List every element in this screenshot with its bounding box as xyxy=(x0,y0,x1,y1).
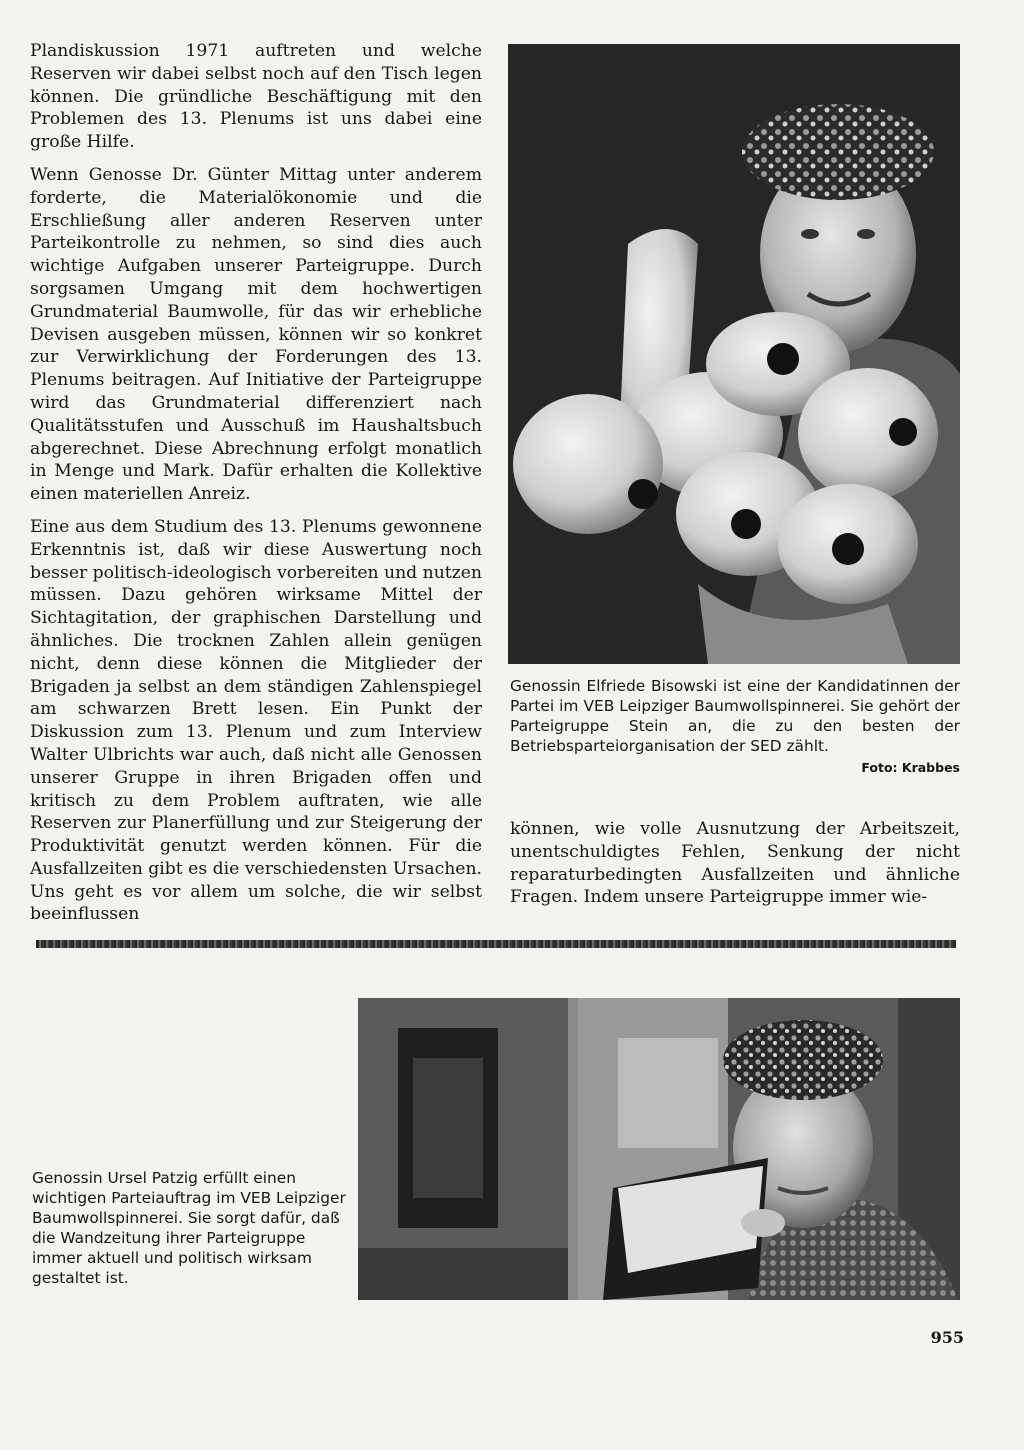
article-paragraph-1: Plandiskussion 1971 auftreten und welche Reserven wir dabei selbst noch auf den Tisch legen können. Die gründliche Beschäftigung mit den Problemen des 13. Plenums ist uns dabei eine große Hilfe. xyxy=(30,41,482,153)
photo-woman-with-yarn-bobbins xyxy=(508,44,960,664)
section-divider xyxy=(36,940,956,948)
photo-caption-2: Genossin Ursel Patzig erfüllt einen wichtigen Parteiauftrag im VEB Leipziger Baumwollspinnerei. Sie sorgt dafür, daß die Wandzeitung ihrer Parteigruppe immer aktuell und politisch wirksam gestaltet ist. xyxy=(32,1169,346,1287)
article-paragraph-3: Eine aus dem Studium des 13. Plenums gewonnene Erkenntnis ist, daß wir diese Auswertung noch besser politisch-ideologisch vorbereiten und nutzen müssen. Dazu gehören wirksame Mittel der Sichtagitation, der graphischen Darstellung und ähnliches. Die trocknen Zahlen allein genügen nicht, denn diese können die Mitglieder der Brigaden ja selbst an dem ständigen Zahlenspiegel am schwarzen Brett lesen. Ein Punkt der Diskussion zum 13. Plenum und zum Interview Walter Ulbrichts war auch, daß nicht alle Genossen unserer Gruppe in ihren Brigaden offen und kritisch zu dem Problem auftraten, wie alle Reserven zur Planerfüllung und zur Steigerung der Produktivität genutzt werden können. Für die Ausfallzeiten gibt es die verschiedensten Ursachen. Uns geht es vor allem um solche, die wir selbst beeinflussen xyxy=(30,516,482,925)
page-number: 955 xyxy=(930,1328,964,1347)
photo-caption-1: Genossin Elfriede Bisowski ist eine der Kandidatinnen der Partei im VEB Leipziger Baumwollspinnerei. Sie gehört der Parteigruppe Stein an, die zu den besten der Betriebsparteiorganisation der SED zählt. xyxy=(510,677,960,755)
article-column-left xyxy=(30,40,482,936)
article-continuation: können, wie volle Ausnutzung der Arbeitszeit, unentschuldigtes Fehlen, Senkung der nicht reparaturbedingten Ausfallzeiten und ähnliche Fragen. Indem unsere Parteigruppe immer wie- xyxy=(510,819,960,908)
article-column-right xyxy=(510,818,960,909)
photo-woman-reading-card xyxy=(358,998,960,1300)
photo-credit: Foto: Krabbes xyxy=(861,760,960,775)
article-paragraph-2: Wenn Genosse Dr. Günter Mittag unter anderem forderte, die Materialökonomie und die Erschließung aller anderen Reserven unter Parteikontrolle zu nehmen, so sind dies auch wichtige Aufgaben unserer Parteigruppe. Durch sorgsamen Umgang mit dem hochwertigen Grundmaterial Baumwolle, für das wir erhebliche Devisen ausgeben müssen, können wir so konkret zur Verwirklichung der Forderungen des 13. Plenums beitragen. Auf Initiative der Parteigruppe wird das Grundmaterial differenziert nach Qualitätsstufen und Ausschuß im Haushaltsbuch abgerechnet. Diese Abrechnung erfolgt monatlich in Menge und Mark. Dafür erhalten die Kollektive einen materiellen Anreiz. xyxy=(30,164,482,505)
